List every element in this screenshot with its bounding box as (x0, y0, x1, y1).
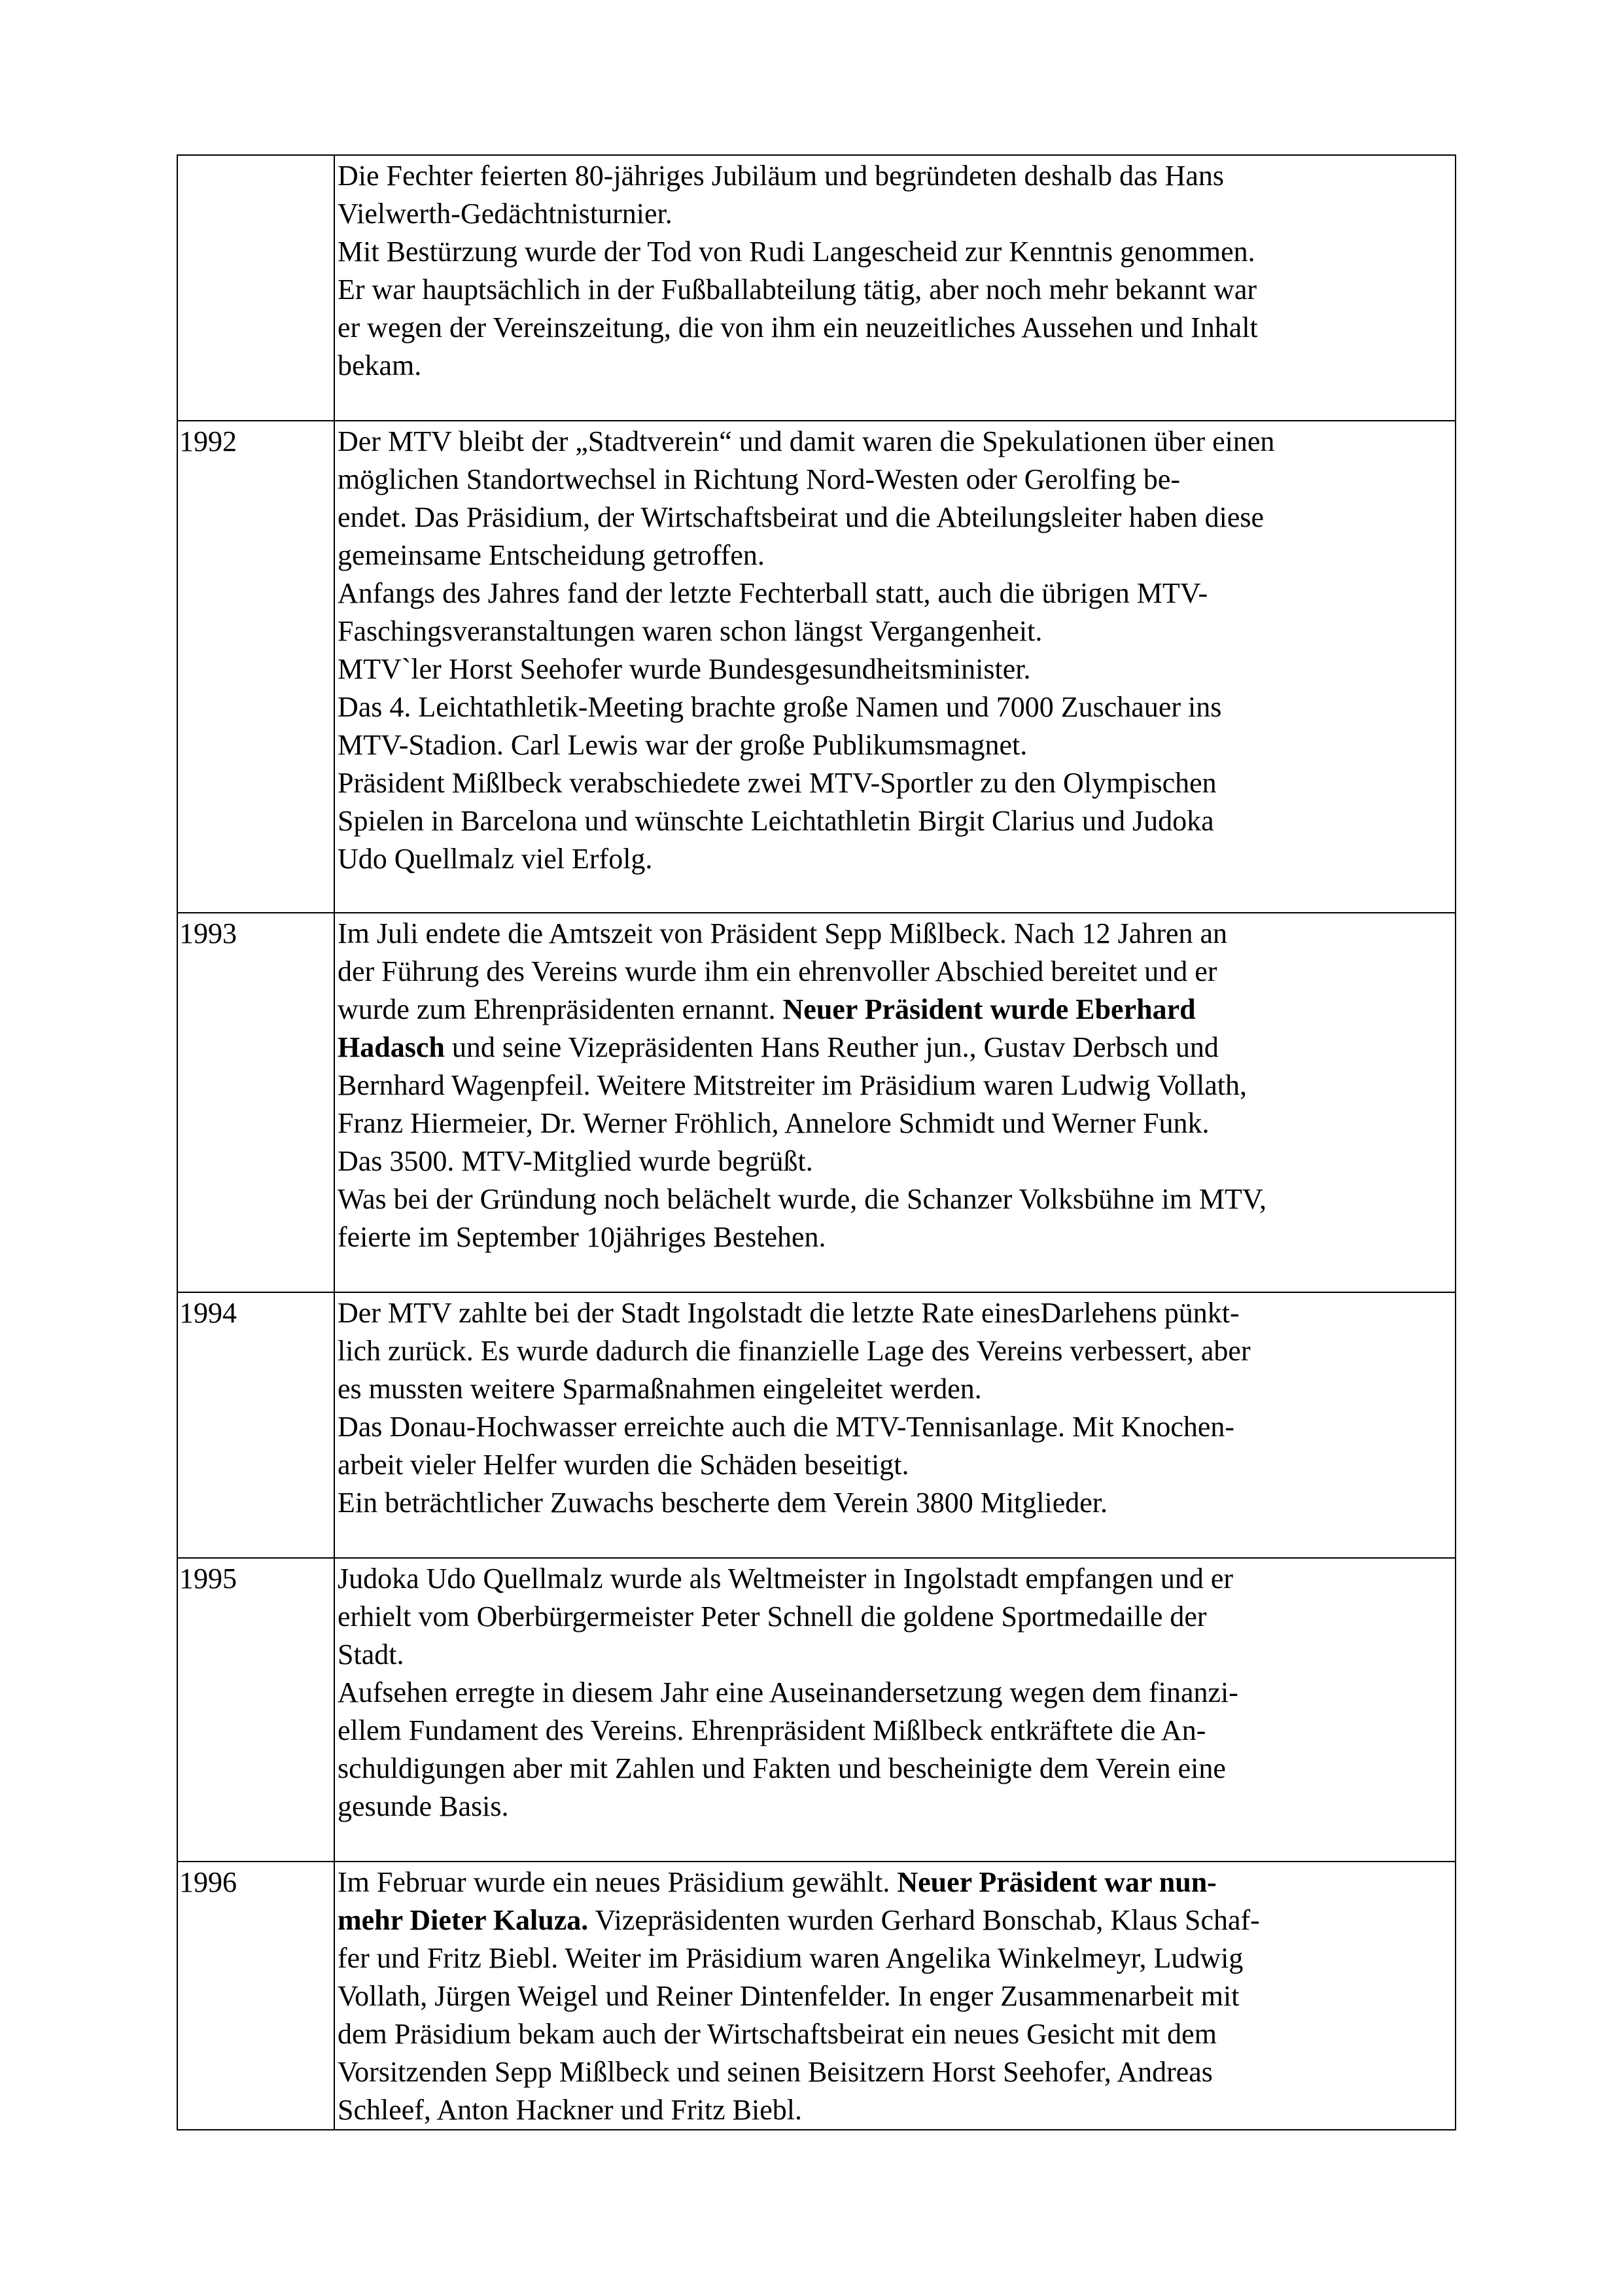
table-row (177, 1292, 1456, 1558)
chronicle-table (177, 154, 1456, 2130)
entry-line (338, 1029, 1451, 1067)
entry-line: Schleef, Anton Hackner und Fritz Biebl. (338, 2094, 802, 2126)
president-highlight: Hadasch (338, 1031, 445, 1063)
entry-line (338, 1901, 1451, 1939)
entry-line: Vielwerth-Gedächtnisturnier. (338, 198, 672, 230)
entry-cell (334, 421, 1456, 913)
president-highlight: Neuer Präsident war nun- (897, 1866, 1217, 1898)
entry-cell (334, 155, 1456, 421)
table-row (177, 1558, 1456, 1862)
entry-line: Stadt. (338, 1638, 404, 1670)
entry-line: endet. Das Präsidium, der Wirtschaftsbeirat und die Abteilungsleiter haben diese (338, 501, 1265, 533)
table-row (177, 913, 1456, 1292)
year-cell (177, 155, 334, 421)
entry-line: Was bei der Gründung noch belächelt wurde, die Schanzer Volksbühne im MTV, (338, 1183, 1267, 1215)
entry-line: der Führung des Vereins wurde ihm ein ehrenvoller Abschied bereitet und er (338, 955, 1217, 987)
entry-line: arbeit vieler Helfer wurden die Schäden beseitigt. (338, 1449, 909, 1481)
entry-line: Bernhard Wagenpfeil. Weitere Mitstreiter im Präsidium waren Ludwig Vollath, (338, 1069, 1248, 1101)
entry-text: wurde zum Ehrenpräsidenten ernannt. (338, 993, 783, 1025)
table-row (177, 155, 1456, 421)
entry-line: Ein beträchtlicher Zuwachs bescherte dem Verein 3800 Mitglieder. (338, 1487, 1108, 1519)
entry-line: gesunde Basis. (338, 1790, 509, 1822)
entry-line: Vollath, Jürgen Weigel und Reiner Dintenfelder. In enger Zusammenarbeit mit (338, 1980, 1240, 2012)
entry-line: Im Juli endete die Amtszeit von Präsident Sepp Mißlbeck. Nach 12 Jahren an (338, 917, 1228, 949)
entry-line: erhielt vom Oberbürgermeister Peter Schnell die goldene Sportmedaille der (338, 1600, 1207, 1633)
entry-text: Im Februar wurde ein neues Präsidium gewählt. (338, 1866, 898, 1898)
entry-text: Vizepräsidenten wurden Gerhard Bonschab, Klaus Schaf- (588, 1904, 1260, 1936)
entry-line: Vorsitzenden Sepp Mißlbeck und seinen Beisitzern Horst Seehofer, Andreas (338, 2056, 1213, 2088)
entry-line: er wegen der Vereinszeitung, die von ihm ein neuzeitliches Aussehen und Inhalt (338, 311, 1258, 344)
entry-line: Franz Hiermeier, Dr. Werner Fröhlich, Annelore Schmidt und Werner Funk. (338, 1107, 1210, 1139)
entry-line: Spielen in Barcelona und wünschte Leichtathletin Birgit Clarius und Judoka (338, 805, 1214, 837)
year-cell: 1993 (177, 913, 334, 1292)
entry-cell (334, 913, 1456, 1292)
entry-line: Anfangs des Jahres fand der letzte Fechterball statt, auch die übrigen MTV- (338, 577, 1208, 609)
entry-text: und seine Vizepräsidenten Hans Reuther jun., Gustav Derbsch und (444, 1031, 1219, 1063)
entry-line: Der MTV zahlte bei der Stadt Ingolstadt die letzte Rate einesDarlehens pünkt- (338, 1297, 1240, 1329)
entry-line: Der MTV bleibt der „Stadtverein“ und damit waren die Spekulationen über einen (338, 425, 1275, 457)
entry-line: dem Präsidium bekam auch der Wirtschaftsbeirat ein neues Gesicht mit dem (338, 2018, 1217, 2050)
entry-line: es mussten weitere Sparmaßnahmen eingeleitet werden. (338, 1373, 982, 1405)
table-row (177, 421, 1456, 913)
entry-line (338, 991, 1451, 1029)
entry-line: gemeinsame Entscheidung getroffen. (338, 539, 765, 571)
entry-line (338, 1863, 1451, 1901)
entry-line: Präsident Mißlbeck verabschiedete zwei MTV-Sportler zu den Olympischen (338, 767, 1217, 799)
president-highlight: Neuer Präsident wurde Eberhard (782, 993, 1196, 1025)
entry-cell (334, 1558, 1456, 1862)
entry-cell (334, 1292, 1456, 1558)
entry-line: fer und Fritz Biebl. Weiter im Präsidium waren Angelika Winkelmeyr, Ludwig (338, 1942, 1244, 1974)
entry-line: Er war hauptsächlich in der Fußballabteilung tätig, aber noch mehr bekannt war (338, 274, 1257, 306)
year-cell: 1996 (177, 1862, 334, 2130)
year-cell: 1992 (177, 421, 334, 913)
year-cell: 1995 (177, 1558, 334, 1862)
entry-line: Faschingsveranstaltungen waren schon längst Vergangenheit. (338, 615, 1043, 647)
year-cell: 1994 (177, 1292, 334, 1558)
president-highlight: mehr Dieter Kaluza. (338, 1904, 589, 1936)
entry-line: Udo Quellmalz viel Erfolg. (338, 843, 653, 875)
entry-line: MTV-Stadion. Carl Lewis war der große Publikumsmagnet. (338, 729, 1028, 761)
entry-line: Judoka Udo Quellmalz wurde als Weltmeister in Ingolstadt empfangen und er (338, 1563, 1234, 1595)
entry-line: Das 4. Leichtathletik-Meeting brachte große Namen und 7000 Zuschauer ins (338, 691, 1222, 723)
entry-line: MTV`ler Horst Seehofer wurde Bundesgesundheitsminister. (338, 653, 1031, 685)
entry-line: möglichen Standortwechsel in Richtung Nord-Westen oder Gerolfing be- (338, 463, 1181, 495)
entry-line: Die Fechter feierten 80-jähriges Jubiläum und begründeten deshalb das Hans (338, 160, 1225, 192)
entry-line: bekam. (338, 349, 422, 381)
entry-line: feierte im September 10jähriges Bestehen. (338, 1221, 826, 1253)
entry-line: Mit Bestürzung wurde der Tod von Rudi Langescheid zur Kenntnis genommen. (338, 236, 1255, 268)
entry-cell (334, 1862, 1456, 2130)
table-row (177, 1862, 1456, 2130)
entry-line: Das Donau-Hochwasser erreichte auch die MTV-Tennisanlage. Mit Knochen- (338, 1411, 1235, 1443)
entry-line: Aufsehen erregte in diesem Jahr eine Auseinandersetzung wegen dem finanzi- (338, 1676, 1238, 1708)
entry-line: schuldigungen aber mit Zahlen und Fakten und bescheinigte dem Verein eine (338, 1752, 1226, 1784)
entry-line: Das 3500. MTV-Mitglied wurde begrüßt. (338, 1145, 813, 1177)
entry-line: lich zurück. Es wurde dadurch die finanzielle Lage des Vereins verbessert, aber (338, 1335, 1251, 1367)
entry-line: ellem Fundament des Vereins. Ehrenpräsident Mißlbeck entkräftete die An- (338, 1714, 1206, 1746)
